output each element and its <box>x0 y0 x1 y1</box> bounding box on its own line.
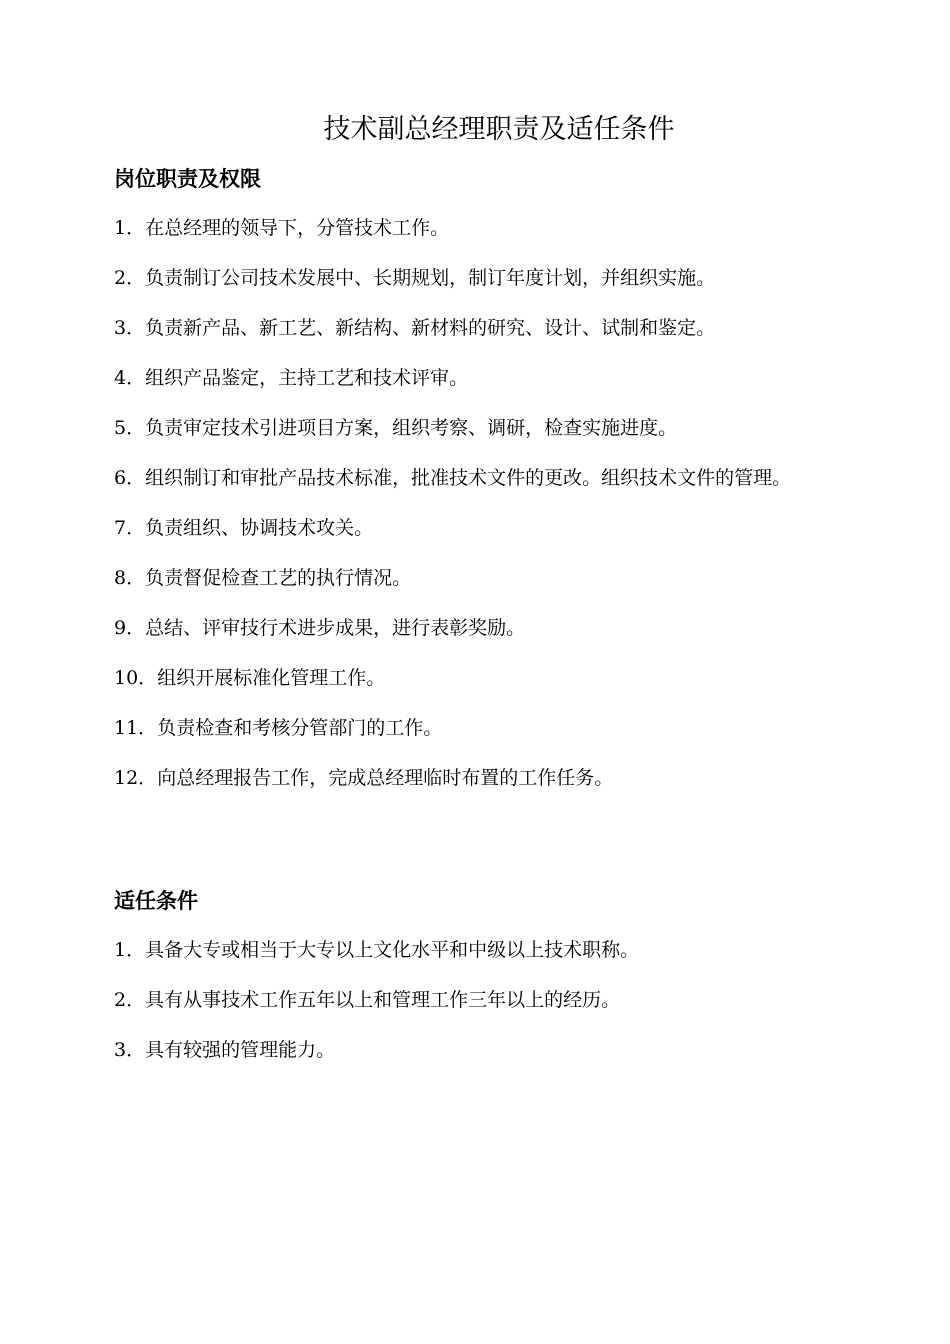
item-number: 3． <box>114 317 146 339</box>
list-item <box>114 753 884 803</box>
item-number: 2． <box>114 267 146 289</box>
list-item <box>114 403 884 453</box>
list-item <box>114 653 884 703</box>
item-number: 3． <box>114 1039 146 1061</box>
list-item <box>114 975 884 1025</box>
item-number: 4． <box>114 367 146 389</box>
list-item <box>114 1025 884 1075</box>
list-item <box>114 253 884 303</box>
item-text: 负责组织、协调技术攻关。 <box>145 517 374 539</box>
item-text: 负责新产品、新工艺、新结构、新材料的研究、设计、试制和鉴定。 <box>145 317 716 339</box>
item-number: 1． <box>114 939 146 961</box>
list-item <box>114 353 884 403</box>
document-title: 技术副总经理职责及适任条件 <box>323 114 675 145</box>
item-text: 向总经理报告工作，完成总经理临时布置的工作任务。 <box>157 767 614 789</box>
item-text: 负责检查和考核分管部门的工作。 <box>157 717 443 739</box>
qualifications-list <box>114 925 884 1075</box>
item-text: 总结、评审技行术进步成果，进行表彰奖励。 <box>145 617 526 639</box>
list-item <box>114 925 884 975</box>
list-item <box>114 503 884 553</box>
list-item <box>114 453 884 503</box>
item-text: 具有较强的管理能力。 <box>145 1039 336 1061</box>
item-text: 组织制订和审批产品技术标准，批准技术文件的更改。组织技术文件的管理。 <box>145 467 792 489</box>
item-number: 8． <box>114 567 146 589</box>
item-number: 9． <box>114 617 146 639</box>
item-text: 具有从事技术工作五年以上和管理工作三年以上的经历。 <box>145 989 621 1011</box>
item-number: 12． <box>114 767 158 789</box>
item-text: 负责制订公司技术发展中、长期规划，制订年度计划，并组织实施。 <box>145 267 716 289</box>
item-text: 负责督促检查工艺的执行情况。 <box>145 567 412 589</box>
list-item <box>114 553 884 603</box>
item-number: 1． <box>114 217 146 239</box>
item-text: 负责审定技术引进项目方案，组织考察、调研，检查实施进度。 <box>145 417 678 439</box>
item-number: 10． <box>114 667 158 689</box>
list-item <box>114 303 884 353</box>
item-text: 在总经理的领导下，分管技术工作。 <box>145 217 450 239</box>
item-number: 6． <box>114 467 146 489</box>
item-text: 组织产品鉴定，主持工艺和技术评审。 <box>145 367 469 389</box>
list-item <box>114 703 884 753</box>
duties-list <box>114 203 884 803</box>
item-number: 7． <box>114 517 146 539</box>
section-heading-qualifications: 适任条件 <box>114 889 198 913</box>
item-number: 5． <box>114 417 146 439</box>
item-number: 2． <box>114 989 146 1011</box>
list-item <box>114 203 884 253</box>
item-number: 11． <box>114 717 158 739</box>
list-item <box>114 603 884 653</box>
section-heading-duties: 岗位职责及权限 <box>114 167 261 191</box>
item-text: 组织开展标准化管理工作。 <box>157 667 386 689</box>
item-text: 具备大专或相当于大专以上文化水平和中级以上技术职称。 <box>145 939 640 961</box>
